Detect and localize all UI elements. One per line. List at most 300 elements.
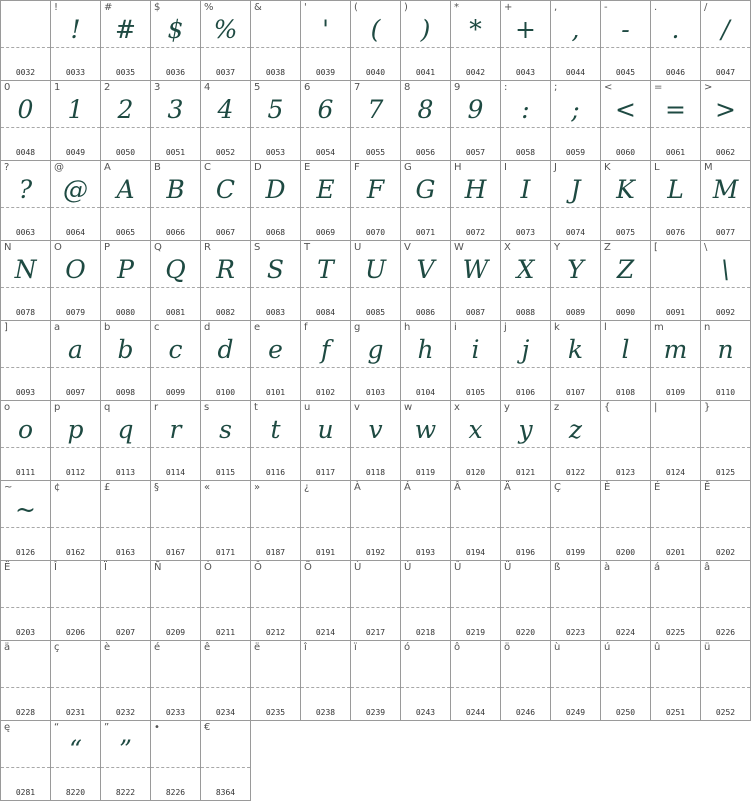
glyph-cell [601, 161, 651, 241]
baseline-divider [151, 687, 200, 688]
char-code: 8222 [115, 788, 136, 797]
glyph-cell [501, 481, 551, 561]
baseline-divider [101, 687, 150, 688]
char-code: 0074 [565, 228, 586, 237]
cell-key-label: ï [354, 642, 357, 653]
cell-key-label: - [604, 2, 608, 13]
char-code: 0118 [365, 468, 386, 477]
glyph-sample: C [215, 175, 236, 204]
baseline-divider [501, 127, 550, 128]
glyph-cell [551, 1, 601, 81]
char-code: 0243 [415, 708, 436, 717]
cell-key-label: ] [4, 322, 8, 333]
baseline-divider [51, 367, 100, 368]
char-code: 0033 [65, 68, 86, 77]
glyph-cell [401, 161, 451, 241]
glyph-sample: z [568, 415, 583, 444]
char-code: 0060 [615, 148, 636, 157]
baseline-divider [51, 767, 100, 768]
cell-key-label: ę [4, 722, 11, 733]
char-code: 0199 [565, 548, 586, 557]
glyph-cell [701, 481, 751, 561]
glyph-sample: ' [322, 15, 329, 44]
char-code: 0106 [515, 388, 536, 397]
cell-key-label: 8 [404, 82, 411, 93]
baseline-divider [201, 607, 250, 608]
glyph-cell [151, 481, 201, 561]
char-code: 0062 [715, 148, 736, 157]
char-code: 0072 [465, 228, 486, 237]
cell-key-label: à [604, 562, 611, 573]
char-code: 0098 [115, 388, 136, 397]
char-code: 0244 [465, 708, 486, 717]
glyph-cell [101, 321, 151, 401]
baseline-divider [601, 207, 650, 208]
glyph-sample: * [469, 15, 482, 44]
char-code: 0071 [415, 228, 436, 237]
glyph-sample: j [521, 335, 530, 364]
glyph-cell [601, 81, 651, 161]
glyph-sample: i [471, 335, 480, 364]
char-code: 0048 [15, 148, 36, 157]
char-code: 0203 [15, 628, 36, 637]
char-code: 0050 [115, 148, 136, 157]
cell-key-label: R [204, 242, 211, 253]
char-code: 0191 [315, 548, 336, 557]
cell-key-label: ü [704, 642, 711, 653]
char-code: 0042 [465, 68, 486, 77]
baseline-divider [701, 687, 750, 688]
cell-key-label: H [454, 162, 462, 173]
char-code: 0249 [565, 708, 586, 717]
baseline-divider [651, 447, 700, 448]
glyph-sample: X [516, 255, 535, 284]
cell-key-label: \ [704, 242, 708, 253]
glyph-cell [451, 401, 501, 481]
glyph-sample: p [67, 415, 84, 444]
char-code: 0212 [265, 628, 286, 637]
baseline-divider [151, 287, 200, 288]
glyph-cell [401, 401, 451, 481]
char-code: 0056 [415, 148, 436, 157]
baseline-divider [301, 287, 350, 288]
baseline-divider [601, 47, 650, 48]
cell-key-label: ß [554, 562, 561, 573]
baseline-divider [551, 47, 600, 48]
cell-key-label: M [704, 162, 713, 173]
baseline-divider [501, 207, 550, 208]
char-code: 0233 [165, 708, 186, 717]
glyph-cell [451, 81, 501, 161]
glyph-sample: k [567, 335, 584, 364]
cell-key-label: K [604, 162, 611, 173]
char-code: 0085 [365, 308, 386, 317]
char-code: 0082 [215, 308, 236, 317]
baseline-divider [51, 687, 100, 688]
char-code: 0077 [715, 228, 736, 237]
baseline-divider [101, 527, 150, 528]
glyph-sample: E [316, 175, 335, 204]
cell-key-label: c [154, 322, 160, 333]
cell-key-label: ô [454, 642, 461, 653]
baseline-divider [401, 287, 450, 288]
cell-key-label: 6 [304, 82, 311, 93]
baseline-divider [1, 127, 50, 128]
baseline-divider [451, 367, 500, 368]
glyph-cell [501, 81, 551, 161]
char-code: 0196 [515, 548, 536, 557]
baseline-divider [251, 607, 300, 608]
char-code: 0032 [15, 68, 36, 77]
cell-key-label: + [504, 2, 513, 13]
glyph-sample: T [317, 255, 334, 284]
cell-key-label: D [254, 162, 262, 173]
glyph-sample: Q [165, 255, 186, 284]
baseline-divider [451, 687, 500, 688]
glyph-cell [501, 161, 551, 241]
cell-key-label: G [404, 162, 412, 173]
cell-key-label: $ [154, 2, 161, 13]
glyph-cell [251, 561, 301, 641]
char-code: 0238 [315, 708, 336, 717]
glyph-cell [651, 1, 701, 81]
char-code: 0092 [715, 308, 736, 317]
baseline-divider [51, 47, 100, 48]
char-code: 0114 [165, 468, 186, 477]
cell-key-label: » [254, 482, 261, 493]
cell-key-label: ; [554, 82, 558, 93]
char-code: 0091 [665, 308, 686, 317]
glyph-cell [401, 641, 451, 721]
cell-key-label: À [354, 482, 361, 493]
char-code: 0120 [465, 468, 486, 477]
glyph-cell [251, 321, 301, 401]
char-code: 0225 [665, 628, 686, 637]
baseline-divider [601, 127, 650, 128]
glyph-cell [651, 481, 701, 561]
baseline-divider [451, 127, 500, 128]
cell-key-label: Ú [404, 562, 412, 573]
glyph-cell [201, 721, 251, 801]
glyph-sample: 1 [67, 95, 84, 124]
cell-key-label: i [454, 322, 457, 333]
glyph-cell [1, 161, 51, 241]
glyph-sample: l [621, 335, 630, 364]
baseline-divider [351, 207, 400, 208]
glyph-cell [601, 241, 651, 321]
glyph-cell [351, 321, 401, 401]
char-code: 0202 [715, 548, 736, 557]
cell-key-label: Ç [554, 482, 561, 493]
glyph-sample: + [515, 15, 536, 44]
cell-key-label: < [604, 82, 613, 93]
char-code: 0110 [715, 388, 736, 397]
char-code: 0187 [265, 548, 286, 557]
baseline-divider [701, 447, 750, 448]
cell-key-label: â [704, 562, 711, 573]
glyph-sample: 9 [467, 95, 484, 124]
baseline-divider [501, 687, 550, 688]
baseline-divider [301, 607, 350, 608]
char-code: 0111 [15, 468, 36, 477]
baseline-divider [301, 47, 350, 48]
glyph-cell [551, 161, 601, 241]
glyph-cell [601, 481, 651, 561]
glyph-sample: ( [370, 15, 381, 44]
baseline-divider [151, 207, 200, 208]
glyph-cell [1, 321, 51, 401]
baseline-divider [251, 367, 300, 368]
baseline-divider [251, 207, 300, 208]
char-code: 0116 [265, 468, 286, 477]
glyph-sample: < [615, 95, 636, 124]
glyph-cell [601, 561, 651, 641]
baseline-divider [651, 367, 700, 368]
cell-key-label: Ä [504, 482, 511, 493]
char-code: 0194 [465, 548, 486, 557]
glyph-cell [651, 641, 701, 721]
char-code: 0192 [365, 548, 386, 557]
baseline-divider [251, 687, 300, 688]
glyph-cell [551, 241, 601, 321]
glyph-sample: $ [167, 15, 184, 44]
char-code: 0070 [365, 228, 386, 237]
glyph-sample: = [665, 95, 686, 124]
cell-key-label: Y [554, 242, 561, 253]
baseline-divider [1, 607, 50, 608]
cell-key-label: ê [204, 642, 211, 653]
baseline-divider [501, 367, 550, 368]
char-code: 0123 [615, 468, 636, 477]
glyph-cell [651, 561, 701, 641]
baseline-divider [701, 47, 750, 48]
baseline-divider [551, 367, 600, 368]
cell-key-label: k [554, 322, 560, 333]
baseline-divider [151, 47, 200, 48]
glyph-sample: 3 [167, 95, 184, 124]
baseline-divider [51, 447, 100, 448]
cell-key-label: 5 [254, 82, 261, 93]
char-code: 0193 [415, 548, 436, 557]
glyph-sample: o [17, 415, 34, 444]
glyph-cell [451, 481, 501, 561]
char-code: 0246 [515, 708, 536, 717]
char-code: 0067 [215, 228, 236, 237]
glyph-sample: ~ [15, 495, 36, 524]
cell-key-label: ö [504, 642, 511, 653]
char-code: 0076 [665, 228, 686, 237]
char-code: 0121 [515, 468, 536, 477]
char-code: 0109 [665, 388, 686, 397]
char-code: 0055 [365, 148, 386, 157]
glyph-sample: G [415, 175, 436, 204]
char-code: 0059 [565, 148, 586, 157]
cell-key-label: b [104, 322, 111, 333]
cell-key-label: } [704, 402, 711, 413]
glyph-cell [51, 241, 101, 321]
char-code: 0219 [465, 628, 486, 637]
baseline-divider [651, 127, 700, 128]
glyph-sample: f [320, 335, 331, 364]
cell-key-label: ' [304, 2, 307, 13]
glyph-cell [351, 241, 401, 321]
glyph-cell [101, 241, 151, 321]
cell-key-label: X [504, 242, 511, 253]
glyph-sample: @ [63, 175, 88, 204]
cell-key-label: # [104, 2, 113, 13]
cell-key-label: j [504, 322, 507, 333]
char-code: 0251 [665, 708, 686, 717]
char-code: 0239 [365, 708, 386, 717]
glyph-sample: O [65, 255, 86, 284]
cell-key-label: / [704, 2, 708, 13]
cell-key-label: Ê [704, 482, 711, 493]
cell-key-label: á [654, 562, 661, 573]
baseline-divider [451, 207, 500, 208]
char-code: 0043 [515, 68, 536, 77]
char-code: 0119 [415, 468, 436, 477]
char-code: 0124 [665, 468, 686, 477]
glyph-sample: y [518, 415, 533, 444]
baseline-divider [201, 687, 250, 688]
glyph-cell [351, 1, 401, 81]
cell-key-label: ú [604, 642, 611, 653]
baseline-divider [101, 127, 150, 128]
glyph-sample: w [414, 415, 437, 444]
baseline-divider [351, 687, 400, 688]
glyph-sample: # [115, 15, 136, 44]
baseline-divider [501, 527, 550, 528]
cell-key-label: f [304, 322, 308, 333]
cell-key-label: ¢ [54, 482, 61, 493]
baseline-divider [601, 687, 650, 688]
cell-key-label: “ [54, 722, 60, 733]
glyph-sample: “ [69, 735, 82, 764]
glyph-cell [151, 1, 201, 81]
baseline-divider [301, 527, 350, 528]
glyph-sample: H [464, 175, 487, 204]
glyph-cell [401, 81, 451, 161]
char-code: 0087 [465, 308, 486, 317]
glyph-sample: c [168, 335, 183, 364]
glyph-cell [451, 241, 501, 321]
cell-key-label: ” [104, 722, 110, 733]
char-code: 0126 [15, 548, 36, 557]
baseline-divider [501, 607, 550, 608]
baseline-divider [601, 607, 650, 608]
glyph-cell [551, 81, 601, 161]
char-code: 8220 [65, 788, 86, 797]
cell-key-label: O [54, 242, 62, 253]
glyph-sample: m [663, 335, 688, 364]
glyph-sample: 8 [417, 95, 434, 124]
glyph-cell [151, 321, 201, 401]
baseline-divider [451, 527, 500, 528]
glyph-cell [101, 641, 151, 721]
baseline-divider [251, 287, 300, 288]
baseline-divider [151, 127, 200, 128]
cell-key-label: î [304, 642, 307, 653]
char-code: 0224 [615, 628, 636, 637]
glyph-cell [701, 161, 751, 241]
glyph-cell [301, 161, 351, 241]
baseline-divider [401, 447, 450, 448]
baseline-divider [201, 367, 250, 368]
glyph-sample: 2 [117, 95, 134, 124]
glyph-sample: a [68, 335, 83, 364]
glyph-cell [501, 321, 551, 401]
glyph-cell [451, 161, 501, 241]
baseline-divider [401, 127, 450, 128]
glyph-cell [151, 561, 201, 641]
char-code: 0040 [365, 68, 386, 77]
glyph-sample: D [265, 175, 286, 204]
glyph-cell [501, 1, 551, 81]
glyph-sample: 6 [317, 95, 334, 124]
baseline-divider [351, 127, 400, 128]
cell-key-label: F [354, 162, 360, 173]
char-code: 0036 [165, 68, 186, 77]
cell-key-label: ä [4, 642, 11, 653]
cell-key-label: q [104, 402, 111, 413]
glyph-cell [551, 481, 601, 561]
glyph-cell [151, 641, 201, 721]
char-code: 0100 [215, 388, 236, 397]
glyph-cell [651, 241, 701, 321]
cell-key-label: l [604, 322, 607, 333]
glyph-sample: x [468, 415, 483, 444]
baseline-divider [601, 287, 650, 288]
cell-key-label: > [704, 82, 713, 93]
cell-key-label: ) [404, 2, 408, 13]
glyph-sample: S [266, 255, 285, 284]
cell-key-label: Z [604, 242, 611, 253]
cell-key-label: x [454, 402, 460, 413]
baseline-divider [651, 607, 700, 608]
glyph-cell [401, 1, 451, 81]
glyph-cell [351, 401, 401, 481]
baseline-divider [551, 607, 600, 608]
cell-key-label: = [654, 82, 663, 93]
char-code: 0052 [215, 148, 236, 157]
cell-key-label: § [154, 482, 159, 493]
cell-key-label: I [504, 162, 507, 173]
glyph-sample: R [216, 255, 235, 284]
glyph-sample: v [368, 415, 383, 444]
baseline-divider [101, 367, 150, 368]
baseline-divider [351, 47, 400, 48]
baseline-divider [101, 607, 150, 608]
glyph-cell [351, 481, 401, 561]
char-code: 0093 [15, 388, 36, 397]
glyph-sample: e [268, 335, 283, 364]
glyph-cell [251, 641, 301, 721]
char-code: 0057 [465, 148, 486, 157]
baseline-divider [251, 527, 300, 528]
glyph-sample: I [520, 175, 531, 204]
cell-key-label: Ñ [154, 562, 162, 573]
glyph-sample: r [169, 415, 182, 444]
char-code: 0061 [665, 148, 686, 157]
glyph-sample: . [671, 15, 680, 44]
char-code: 0075 [615, 228, 636, 237]
glyph-cell [401, 321, 451, 401]
baseline-divider [1, 527, 50, 528]
cell-key-label: m [654, 322, 664, 333]
glyph-sample: A [116, 175, 135, 204]
glyph-sample: Z [616, 255, 635, 284]
glyph-cell [1, 81, 51, 161]
